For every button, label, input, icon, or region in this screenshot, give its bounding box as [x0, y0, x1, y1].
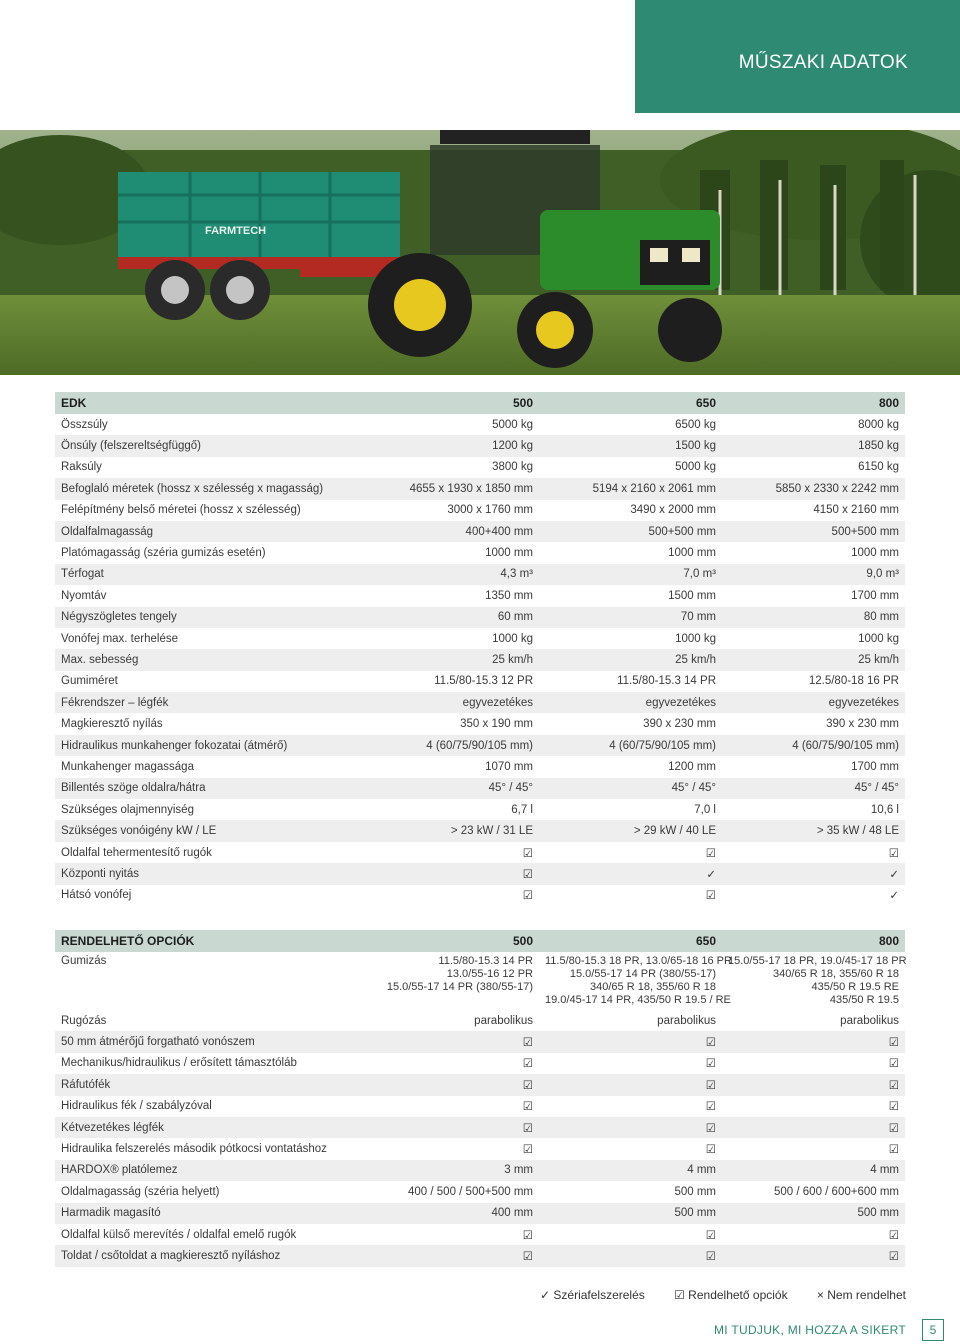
row-value: ☑ — [539, 1074, 722, 1095]
table-row — [55, 671, 905, 692]
table-row — [55, 500, 905, 521]
row-label: Raksúly — [61, 461, 102, 474]
row-label: Toldat / csőtoldat a magkieresztő nyíláshoz — [55, 1245, 365, 1266]
row-value: 350 x 190 mm — [460, 718, 533, 731]
row-value: 1200 kg — [365, 435, 539, 456]
table-row — [55, 1245, 905, 1266]
row-value: ☑ — [365, 1117, 539, 1138]
spec-table — [55, 392, 905, 906]
row-label: HARDOX® platólemez — [55, 1160, 365, 1181]
row-value: 80 mm — [722, 607, 905, 628]
row-value: 390 x 230 mm — [643, 718, 716, 731]
row-label: Központi nyitás — [55, 863, 365, 884]
row-value: ☑ — [365, 1031, 539, 1052]
row-value: 8000 kg — [858, 418, 899, 431]
row-value: 45° / 45° — [722, 778, 905, 799]
row-label: Oldalmagasság (széria helyett) — [61, 1185, 220, 1198]
table-row — [55, 1181, 905, 1202]
tire-options-col2 — [539, 952, 732, 1010]
table-row — [55, 1138, 905, 1159]
row-value: 6,7 l — [511, 803, 533, 816]
legend-unavailable: × Nem rendelhet — [816, 1288, 906, 1302]
row-value: egyvezetékes — [539, 692, 722, 713]
row-value: ☑ — [705, 1058, 716, 1071]
tire-option: 435/50 R 19.5 RE — [811, 981, 899, 993]
row-value: 1500 kg — [539, 435, 722, 456]
row-value: 1000 mm — [851, 547, 899, 560]
row-value: 45° / 45° — [539, 778, 722, 799]
row-label: Harmadik magasító — [55, 1203, 365, 1224]
row-value: 400 / 500 / 500+500 mm — [408, 1185, 533, 1198]
row-value: 4 mm — [539, 1160, 722, 1181]
tire-option: 435/50 R 19.5 — [829, 994, 899, 1006]
row-label: Oldalfal külső merevítés / oldalfal emelő rugók — [61, 1228, 297, 1241]
row-value: 3800 kg — [492, 461, 533, 474]
row-label: Vonófej max. terhelése — [61, 632, 178, 645]
header-label: EDK — [55, 392, 365, 414]
row-label: Befoglaló méretek (hossz x szélesség x magasság) — [55, 478, 365, 499]
row-value: 400 mm — [365, 1203, 539, 1224]
row-label: Oldalfalmagasság — [55, 521, 365, 542]
row-value: parabolikus — [474, 1014, 533, 1027]
row-value: ✓ — [889, 890, 899, 903]
header-model: 650 — [539, 392, 722, 414]
table-row — [55, 1053, 905, 1074]
table-row — [55, 1074, 905, 1095]
row-value: 60 mm — [365, 607, 539, 628]
row-value: 4 (60/75/90/105 mm) — [365, 735, 539, 756]
row-label: Billentés szöge oldalra/hátra — [55, 778, 365, 799]
row-value: ☑ — [522, 847, 533, 860]
tire-options-col3 — [722, 952, 905, 1010]
row-value: ☑ — [888, 847, 899, 860]
table-row — [55, 585, 905, 606]
row-value: 1070 mm — [485, 760, 533, 773]
row-label: Hidraulika felszerelés második pótkocsi vontatáshoz — [61, 1143, 327, 1156]
tire-option: 340/65 R 18, 355/60 R 18 — [773, 968, 899, 980]
row-value: 3000 x 1760 mm — [447, 504, 533, 517]
header-model: 800 — [722, 392, 905, 414]
row-label: Térfogat — [55, 564, 365, 585]
row-value: 3490 x 2000 mm — [630, 504, 716, 517]
table-row — [55, 713, 905, 734]
row-value: ☑ — [888, 1229, 899, 1242]
row-value: ☑ — [705, 1144, 716, 1157]
row-value: ☑ — [888, 1144, 899, 1157]
row-value: 4,3 m³ — [365, 564, 539, 585]
row-value: 5850 x 2330 x 2242 mm — [722, 478, 905, 499]
table-row-tires — [55, 952, 905, 1010]
row-value: ☑ — [705, 890, 716, 903]
row-value: ☑ — [522, 1101, 533, 1114]
row-value: 500 / 600 / 600+600 mm — [774, 1185, 899, 1198]
row-value: 4150 x 2160 mm — [813, 504, 899, 517]
table-row — [55, 521, 905, 542]
row-value: 6150 kg — [858, 461, 899, 474]
row-label: Hidraulikus munkahenger fokozatai (átmérő) — [55, 735, 365, 756]
table-row — [55, 842, 905, 863]
row-value: 1500 mm — [668, 589, 716, 602]
row-label: Kétvezetékes légfék — [55, 1117, 365, 1138]
footer-slogan: MI TUDJUK, MI HOZZA A SIKERT — [714, 1323, 906, 1337]
table-row — [55, 820, 905, 841]
row-label: Gumizás — [61, 955, 107, 967]
row-value: ☑ — [705, 847, 716, 860]
trailer-brand-text: FARMTECH — [205, 225, 267, 237]
row-value: ✓ — [539, 863, 722, 884]
row-label: Oldalfal tehermentesítő rugók — [61, 846, 212, 859]
row-value: 25 km/h — [539, 649, 722, 670]
row-label: Magkieresztő nyílás — [61, 718, 163, 731]
row-value: ✓ — [722, 863, 905, 884]
row-value: ☑ — [705, 1101, 716, 1114]
row-value: ☑ — [522, 1058, 533, 1071]
header-model: 800 — [722, 930, 905, 952]
row-value: 4 mm — [722, 1160, 905, 1181]
row-label: Szükséges vonóigény kW / LE — [55, 820, 365, 841]
legend-optional: ☑ Rendelhető opciók — [674, 1288, 788, 1302]
row-value: 1000 mm — [668, 547, 716, 560]
row-value: 5194 x 2160 x 2061 mm — [539, 478, 722, 499]
row-value: 1700 mm — [851, 760, 899, 773]
row-value: 400+400 mm — [365, 521, 539, 542]
row-label: Rugózás — [61, 1014, 107, 1027]
header-label: RENDELHETŐ OPCIÓK — [55, 930, 365, 952]
page-number: 5 — [922, 1319, 944, 1341]
row-value: ☑ — [722, 1074, 905, 1095]
tire-option: 13.0/55-16 12 PR — [446, 968, 533, 980]
row-value: 1700 mm — [851, 589, 899, 602]
table-row — [55, 649, 905, 670]
row-value: 500 mm — [722, 1203, 905, 1224]
row-value: 390 x 230 mm — [826, 718, 899, 731]
row-value: 500+500 mm — [539, 521, 722, 542]
row-value: 500+500 mm — [722, 521, 905, 542]
row-value: 1000 mm — [485, 547, 533, 560]
row-value: 9,0 m³ — [722, 564, 905, 585]
row-value: ☑ — [539, 1031, 722, 1052]
row-value: 500 mm — [539, 1203, 722, 1224]
table-row — [55, 1224, 905, 1245]
row-label: Önsúly (felszereltségfüggő) — [55, 435, 365, 456]
table-row — [55, 1096, 905, 1117]
tire-option: 19.0/45-17 14 PR, 435/50 R 19.5 / RE — [545, 994, 731, 1006]
table-row — [55, 457, 905, 478]
row-value: ☑ — [522, 890, 533, 903]
row-label: Ráfutófék — [55, 1074, 365, 1095]
tire-option: 11.5/80-15.3 14 PR — [438, 955, 533, 967]
row-value: ☑ — [522, 1229, 533, 1242]
row-value: 4 (60/75/90/105 mm) — [539, 735, 722, 756]
row-value: 11.5/80-15.3 14 PR — [617, 675, 716, 688]
row-value: 70 mm — [539, 607, 722, 628]
row-value: egyvezetékes — [365, 692, 539, 713]
row-value: 4655 x 1930 x 1850 mm — [365, 478, 539, 499]
row-value: ☑ — [722, 1245, 905, 1266]
header-banner — [635, 0, 960, 113]
legend-standard: ✓ Szériafelszerelés — [540, 1288, 645, 1302]
legend — [540, 1288, 906, 1302]
row-value: 45° / 45° — [365, 778, 539, 799]
row-label: Hidraulikus fék / szabályzóval — [61, 1100, 212, 1113]
row-value: egyvezetékes — [722, 692, 905, 713]
row-value: 1350 mm — [485, 589, 533, 602]
table-row — [55, 692, 905, 713]
row-value: 6500 kg — [675, 418, 716, 431]
row-value: 5000 kg — [675, 461, 716, 474]
tractor-trailer-image — [0, 130, 960, 375]
row-label: 50 mm átmérőjű forgatható vonószem — [55, 1031, 365, 1052]
header-model: 500 — [365, 392, 539, 414]
row-value: ☑ — [722, 1117, 905, 1138]
row-value: 25 km/h — [365, 649, 539, 670]
table-row — [55, 1160, 905, 1181]
row-label: Mechanikus/hidraulikus / erősített támasztóláb — [61, 1057, 297, 1070]
row-value: 4 (60/75/90/105 mm) — [722, 735, 905, 756]
table-row — [55, 756, 905, 777]
row-value: > 29 kW / 40 LE — [539, 820, 722, 841]
table-row — [55, 1010, 905, 1031]
row-value: ☑ — [539, 1245, 722, 1266]
table-row — [55, 478, 905, 499]
row-value: 10,6 l — [870, 803, 899, 816]
row-label: Négyszögletes tengely — [55, 607, 365, 628]
row-value: 7,0 m³ — [539, 564, 722, 585]
table-row — [55, 607, 905, 628]
tire-options-col1 — [365, 952, 539, 1010]
row-label: Platómagasság (széria gumizás esetén) — [61, 547, 266, 560]
row-value: ☑ — [722, 1031, 905, 1052]
table-row — [55, 1117, 905, 1138]
row-value: 1850 kg — [722, 435, 905, 456]
tire-option: 15.0/55-17 18 PR, 19.0/45-17 18 PR — [728, 955, 907, 967]
row-value: 1000 kg — [492, 632, 533, 645]
row-label: Nyomtáv — [61, 589, 107, 602]
table-row — [55, 735, 905, 756]
row-value: 7,0 l — [694, 803, 716, 816]
row-value: 3 mm — [365, 1160, 539, 1181]
row-value: parabolikus — [657, 1014, 716, 1027]
row-value: ☑ — [522, 1144, 533, 1157]
row-value: ☑ — [539, 1117, 722, 1138]
row-value: ☑ — [705, 1229, 716, 1242]
header-model: 500 — [365, 930, 539, 952]
tire-option: 11.5/80-15.3 18 PR, 13.0/65-18 16 PR — [545, 955, 732, 967]
row-label: Felépítmény belső méretei (hossz x szélesség) — [61, 504, 301, 517]
table-row — [55, 628, 905, 649]
row-value: ☑ — [365, 863, 539, 884]
table-row — [55, 542, 905, 563]
row-value: ☑ — [365, 1074, 539, 1095]
row-label: Fékrendszer – légfék — [55, 692, 365, 713]
row-value: > 23 kW / 31 LE — [365, 820, 539, 841]
row-value: 1200 mm — [668, 760, 716, 773]
table-row — [55, 435, 905, 456]
table-row — [55, 414, 905, 435]
row-label: Max. sebesség — [55, 649, 365, 670]
row-value: 5000 kg — [492, 418, 533, 431]
table-row — [55, 863, 905, 884]
row-value: ☑ — [888, 1058, 899, 1071]
row-label: Hátsó vonófej — [61, 889, 132, 902]
table-row — [55, 778, 905, 799]
page-title: MŰSZAKI ADATOK — [738, 52, 908, 73]
table-row — [55, 885, 905, 906]
table-row — [55, 799, 905, 820]
row-value: 12.5/80-18 16 PR — [808, 675, 899, 688]
row-value: 1000 kg — [675, 632, 716, 645]
row-value: 11.5/80-15.3 12 PR — [434, 675, 533, 688]
row-value: 25 km/h — [722, 649, 905, 670]
row-value: ☑ — [365, 1245, 539, 1266]
row-value: 1000 kg — [858, 632, 899, 645]
table-row — [55, 1203, 905, 1224]
row-value: ☑ — [888, 1101, 899, 1114]
table-header-row — [55, 392, 905, 414]
row-label: Gumiméret — [61, 675, 118, 688]
table-header-row — [55, 930, 905, 952]
table-row — [55, 1031, 905, 1052]
row-label: Szükséges olajmennyiség — [61, 803, 194, 816]
hero-photo — [0, 130, 960, 375]
options-table — [55, 930, 905, 1267]
row-value: 500 mm — [674, 1185, 716, 1198]
tire-option: 15.0/55-17 14 PR (380/55-17) — [569, 968, 716, 980]
tire-option: 340/65 R 18, 355/60 R 18 — [590, 981, 716, 993]
row-label: Összsúly — [61, 418, 108, 431]
header-model: 650 — [539, 930, 722, 952]
table-row — [55, 564, 905, 585]
row-value: > 35 kW / 48 LE — [722, 820, 905, 841]
row-value: parabolikus — [840, 1014, 899, 1027]
tire-option: 15.0/55-17 14 PR (380/55-17) — [386, 981, 533, 993]
row-label: Munkahenger magassága — [61, 760, 194, 773]
